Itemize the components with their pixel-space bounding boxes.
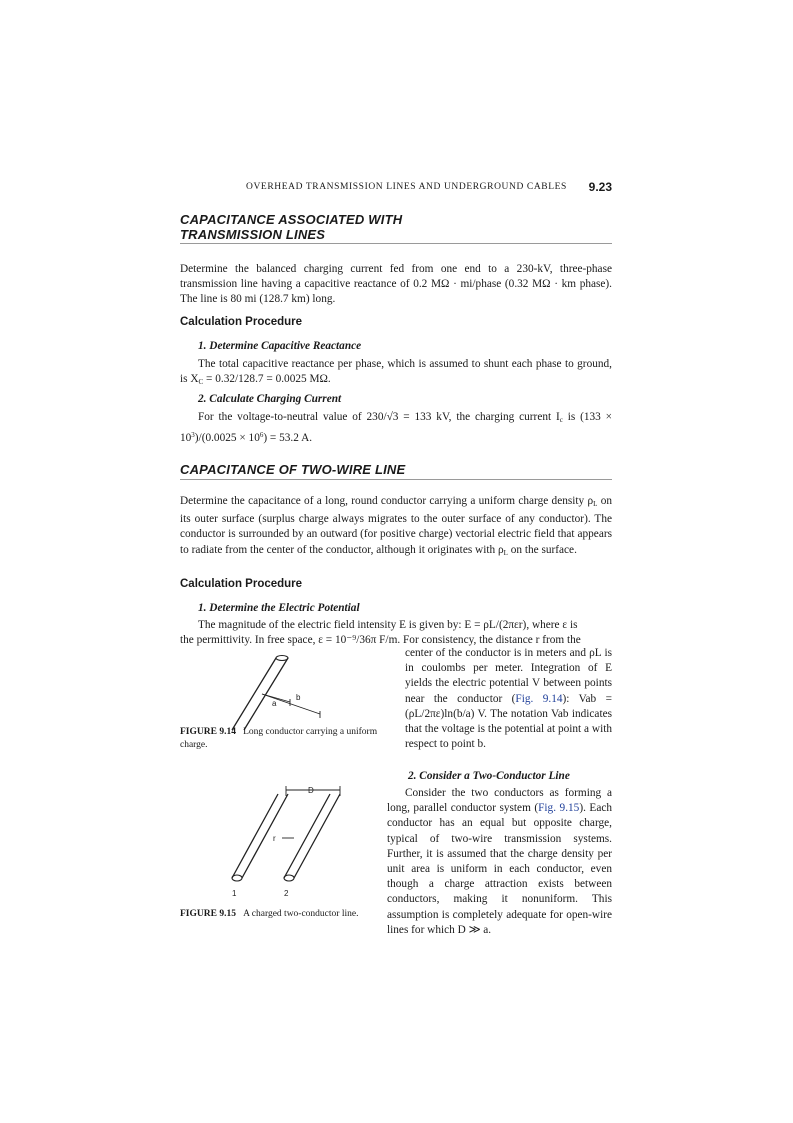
fig-9-15-link[interactable]: Fig. 9.15	[538, 802, 580, 815]
step-heading: 2. Consider a Two-Conductor Line	[408, 770, 570, 782]
label-D: D	[308, 786, 314, 795]
figure-9-14	[180, 652, 400, 732]
label-b: b	[296, 693, 301, 702]
long-conductor-diagram	[180, 652, 400, 732]
label-a: a	[272, 699, 277, 708]
figure-9-15-caption: FIGURE 9.15 A charged two-conductor line.	[180, 909, 359, 919]
procedure-heading: Calculation Procedure	[180, 578, 303, 590]
section-title-two-wire-line: CAPACITANCE OF TWO-WIRE LINE	[180, 462, 406, 477]
step-text-column: Consider the two conductors as forming a long, parallel conductor system (Fig. 9.15). Each conductor has an equal but opposite charge, typical of two-wire transmission systems. Further, it is assumed that the charge density per unit area is uniform in each conductor, even though a charge attraction exists between conductors, making it nonuniform. This assumption is completely adequate for open-wire lines for which D ≫ a.	[387, 787, 613, 936]
step-heading: 1. Determine Capacitive Reactance	[198, 340, 362, 352]
problem-statement: Determine the capacitance of a long, round conductor carrying a uniform charge density $\rho_L$ on its outer surface (surplus charge always migrates to the outer surface of any conductor). The conductor is surrounded by an outward (for positive charge) vectorial electric field that appears to radiate from the center of the conductor, although it originates with $\rho_L$ on the surface.	[180, 495, 613, 557]
step-text-column: center of the conductor is in meters and ρL is in coulombs per meter. Integration of E yields the electric potential V between points near the conductor (Fig. 9.14): Vab = (ρL/2πε)ln(b/a) V. The notation Vab indicates that the voltage is the potential at point a with respect to point b.	[405, 647, 612, 751]
section-divider	[180, 479, 612, 480]
step-heading: 2. Calculate Charging Current	[198, 393, 342, 405]
section-title-capacitance-transmission-lines: CAPACITANCE ASSOCIATED WITH TRANSMISSION LINES	[180, 212, 403, 242]
two-conductor-diagram	[218, 780, 368, 900]
step-text: The total capacitive reactance per phase, which is assumed to shunt each phase to ground, is $X_C = 0.32/128.7 = 0.0025$ MΩ.	[180, 358, 612, 387]
page-number: 9.23	[588, 180, 612, 194]
step-text: For the voltage-to-neutral value of 230/√3 = 133 kV, the charging current $I_c$ is $(133 \times 10^3)/(0.0025 \times 10^6) = 53.2$ A.	[180, 411, 612, 445]
procedure-heading: Calculation Procedure	[180, 316, 303, 328]
label-r: r	[273, 834, 276, 843]
step-heading: 1. Determine the Electric Potential	[198, 602, 360, 614]
label-2: 2	[284, 889, 289, 898]
running-title: OVERHEAD TRANSMISSION LINES AND UNDERGROUND CABLES	[246, 182, 567, 192]
figure-9-15	[218, 780, 368, 900]
fig-9-14-link[interactable]: Fig. 9.14	[515, 692, 563, 705]
section-divider	[180, 243, 612, 244]
step-text: The magnitude of the electric field intensity E is given by: E = ρL/(2πεr), where ε is the permittivity. In free space, ε = 10⁻⁹/36π F/m. For consistency, the distance r from the	[180, 619, 581, 647]
figure-9-14-caption: FIGURE 9.14 Long conductor carrying a uniform charge.	[180, 727, 378, 750]
problem-statement: Determine the balanced charging current fed from one end to a 230-kV, three-phase transmission line having a capacitive reactance of 0.2 MΩ · mi/phase (0.32 MΩ · km phase). The line is 80 mi (128.7 km) long.	[180, 263, 612, 306]
label-1: 1	[232, 889, 237, 898]
